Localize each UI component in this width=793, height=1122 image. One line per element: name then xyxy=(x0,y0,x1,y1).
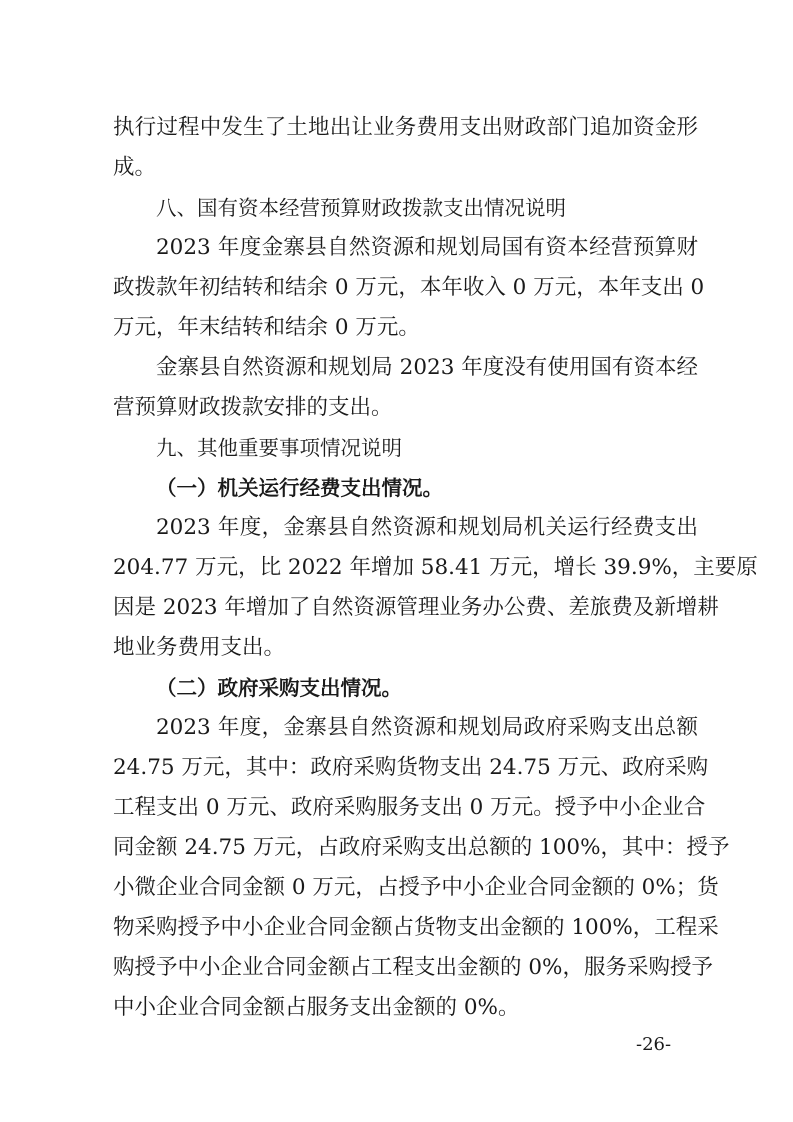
section-heading: 九、其他重要事项情况说明 xyxy=(156,436,402,460)
body-text-line: 204.77 万元，比 2022 年增加 58.41 万元，增长 39.9%，主要原 xyxy=(113,555,758,580)
body-text-line: 2023 年度，金寨县自然资源和规划局政府采购支出总额 xyxy=(156,715,698,740)
body-text-line: 金寨县自然资源和规划局 2023 年度没有使用国有资本经 xyxy=(156,355,698,380)
subsection-heading: （二）政府采购支出情况。 xyxy=(156,676,402,700)
body-text-line: 成。 xyxy=(113,155,157,180)
body-text-line: 小微企业合同金额 0 万元，占授予中小企业合同金额的 0%；货 xyxy=(113,875,719,900)
body-text-line: 万元，年末结转和结余 0 万元。 xyxy=(113,315,420,340)
body-text-line: 地业务费用支出。 xyxy=(113,635,286,660)
body-text-line: 购授予中小企业合同金额占工程支出金额的 0%，服务采购授予 xyxy=(113,955,713,980)
subsection-heading: （一）机关运行经费支出情况。 xyxy=(156,476,443,500)
body-text-line: 物采购授予中小企业合同金额占货物支出金额的 100%，工程采 xyxy=(113,915,719,940)
document-page xyxy=(113,108,758,1028)
body-text-line: 营预算财政拨款安排的支出。 xyxy=(113,395,393,420)
page-number: -26- xyxy=(636,1034,672,1055)
body-text-line: 2023 年度，金寨县自然资源和规划局机关运行经费支出 xyxy=(156,515,698,540)
body-text-line: 同金额 24.75 万元，占政府采购支出总额的 100%，其中：授予 xyxy=(113,835,730,860)
body-text-line: 政拨款年初结转和结余 0 万元，本年收入 0 万元，本年支出 0 xyxy=(113,275,705,300)
body-text-line: 因是 2023 年增加了自然资源管理业务办公费、差旅费及新增耕 xyxy=(113,595,719,620)
section-heading: 八、国有资本经营预算财政拨款支出情况说明 xyxy=(156,196,566,220)
body-text-line: 2023 年度金寨县自然资源和规划局国有资本经营预算财 xyxy=(156,235,698,260)
body-text-line: 执行过程中发生了土地出让业务费用支出财政部门追加资金形 xyxy=(113,115,698,140)
body-text-line: 中小企业合同金额占服务支出金额的 0%。 xyxy=(113,995,520,1020)
body-text-line: 工程支出 0 万元、政府采购服务支出 0 万元。授予中小企业合 xyxy=(113,795,706,820)
body-text-line: 24.75 万元，其中：政府采购货物支出 24.75 万元、政府采购 xyxy=(113,755,709,780)
